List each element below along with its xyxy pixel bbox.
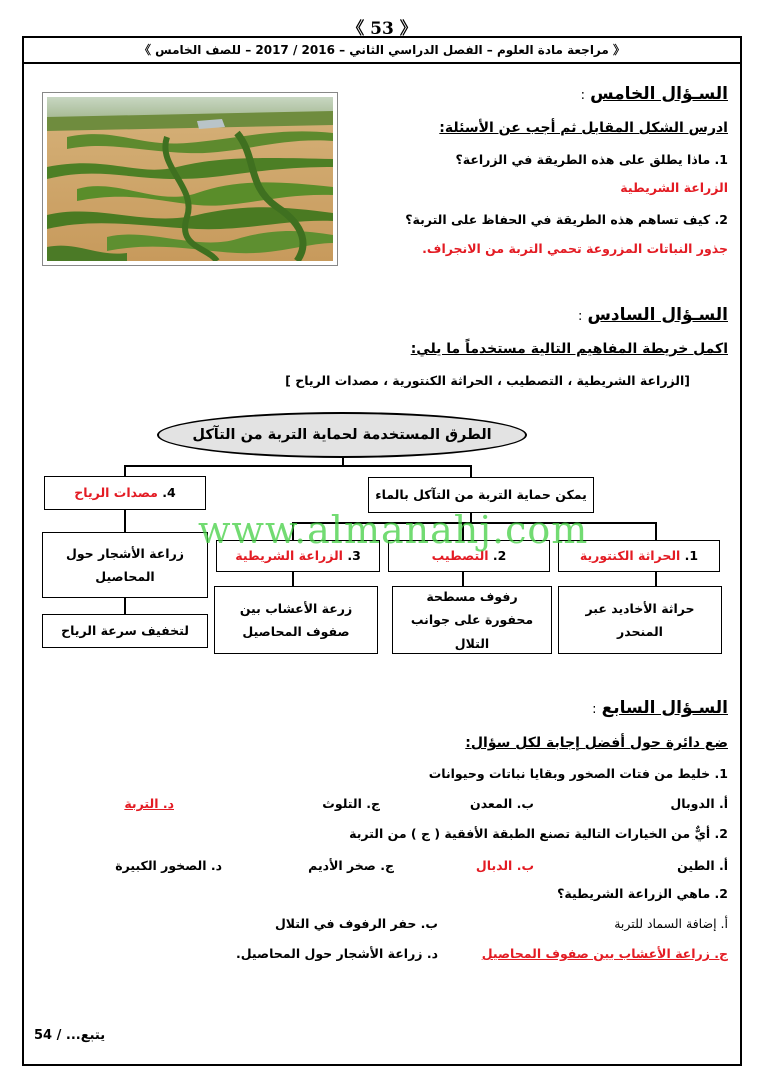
box-4-number: 4.	[162, 485, 176, 501]
page-number: 《 53 》	[347, 19, 417, 39]
water-erosion-text: يمكن حماية التربة من التآكل بالماء	[375, 487, 587, 503]
footer-continue: يتبع... / 54	[34, 1028, 106, 1043]
box-1-description	[558, 586, 722, 654]
concept-map-title	[157, 412, 527, 458]
concept-box-4	[44, 476, 206, 510]
q7-q3-option-c: ج. زراعة الأعشاب بين صفوف المحاصيل	[481, 946, 728, 961]
connector	[124, 598, 126, 614]
q7-question-2: 2. أيٌّ من الخيارات التالية تصنع الطبقة الأفقية ( ج ) من التربة	[349, 826, 728, 841]
connector	[655, 522, 657, 540]
q7-q1-option-d: د. التربة	[124, 796, 174, 811]
header-text: 《 مراجعة مادة العلوم – الفصل الدراسي الثاني – 2016 / 2017 – للصف الخامس 》	[138, 43, 626, 57]
q6-title-row	[578, 305, 728, 325]
q5-colon: :	[580, 88, 586, 103]
q7-title-row	[592, 698, 728, 718]
connector	[655, 572, 657, 586]
box-1-description-text: حراثة الأخاديد عبر المنحدر	[585, 600, 695, 639]
q6-colon: :	[577, 309, 583, 324]
strip-farming-photo	[42, 92, 338, 266]
q5-answer-1: الزراعة الشريطية	[620, 180, 728, 195]
box-3-number: 3.	[347, 548, 361, 564]
box-3-description-text: زرعة الأعشاب بين صفوف المحاصيل	[239, 600, 353, 639]
q5-question-2: 2. كيف تساهم هذه الطريقة في الحفاظ على التربة؟	[405, 212, 728, 227]
box-1-answer: الحراثة الكنتورية	[579, 548, 681, 564]
connector	[124, 510, 126, 532]
q7-instruction: ضع دائرة حول أفضل إجابة لكل سؤال:	[465, 735, 728, 751]
box-4-description-text: زراعة الأشجار حول المحاصيل	[66, 545, 184, 584]
q5-question-1: 1. ماذا يطلق على هذه الطريقة في الزراعة؟	[455, 152, 728, 167]
connector	[124, 465, 472, 467]
concept-map-title-text: الطرق المستخدمة لحماية التربة من التآكل	[192, 427, 492, 443]
q7-q1-option-a: أ. الدوبال	[670, 796, 728, 811]
q5-answer-2: جذور النباتات المزروعة تحمي التربة من الانجراف.	[422, 241, 728, 256]
connector	[292, 572, 294, 586]
q7-q3-option-b: ب. حفر الرفوف في التلال	[274, 916, 438, 931]
q7-colon: :	[592, 702, 597, 717]
q7-q2-option-c: ج. صخر الأديم	[308, 858, 394, 873]
watermark: www.almanahj.com	[198, 508, 589, 552]
box-4-answer: مصدات الرياح	[74, 485, 158, 501]
connector	[462, 572, 464, 586]
q7-q3-option-a: أ. إضافة السماد للتربة	[614, 916, 728, 931]
q7-question-1: 1. خليط من فتات الصخور وبقايا نباتات وحيوانات	[428, 766, 728, 781]
q7-q2-option-b: ب. الدبال	[475, 858, 534, 873]
q5-instruction: ادرس الشكل المقابل ثم أجب عن الأسئلة:	[439, 120, 728, 136]
connector	[470, 465, 472, 477]
q6-instruction: اكمل خريطة المفاهيم التالية مستخدماً ما يلي:	[410, 341, 728, 357]
box-2-answer: التصطيب	[431, 548, 489, 564]
box-3-description	[214, 586, 378, 654]
q6-title: السـؤال السادس	[587, 305, 728, 325]
box-1-number: 1.	[684, 548, 699, 564]
box-4-description	[42, 532, 208, 598]
box-3-answer: الزراعة الشريطية	[235, 548, 343, 564]
q7-q1-option-b: ب. المعدن	[470, 796, 534, 811]
q5-title: السـؤال الخامس	[590, 84, 728, 104]
q7-question-3: 2. ماهي الزراعة الشريطية؟	[557, 886, 728, 901]
q7-q2-option-d: د. الصخور الكبيرة	[115, 858, 222, 873]
box-4-sub	[42, 614, 208, 648]
q7-q3-option-d: د. زراعة الأشجار حول المحاصيل.	[236, 946, 438, 961]
box-2-description-text: رفوف مسطحة محفورة على جوانب التلال	[410, 589, 534, 651]
box-4-sub-text: لتخفيف سرعة الرياح	[61, 623, 189, 639]
q7-q2-option-a: أ. الطين	[677, 858, 728, 873]
q6-word-bank: [الزراعة الشريطية ، التصطيب ، الحراثة الكنتورية ، مصدات الرياح ]	[285, 373, 690, 388]
q7-q1-option-c: ج. التلوث	[322, 796, 380, 811]
box-2-description	[392, 586, 552, 654]
q5-title-row	[581, 84, 728, 104]
box-2-number: 2.	[492, 548, 507, 564]
q7-title: السـؤال السابع	[601, 698, 728, 718]
